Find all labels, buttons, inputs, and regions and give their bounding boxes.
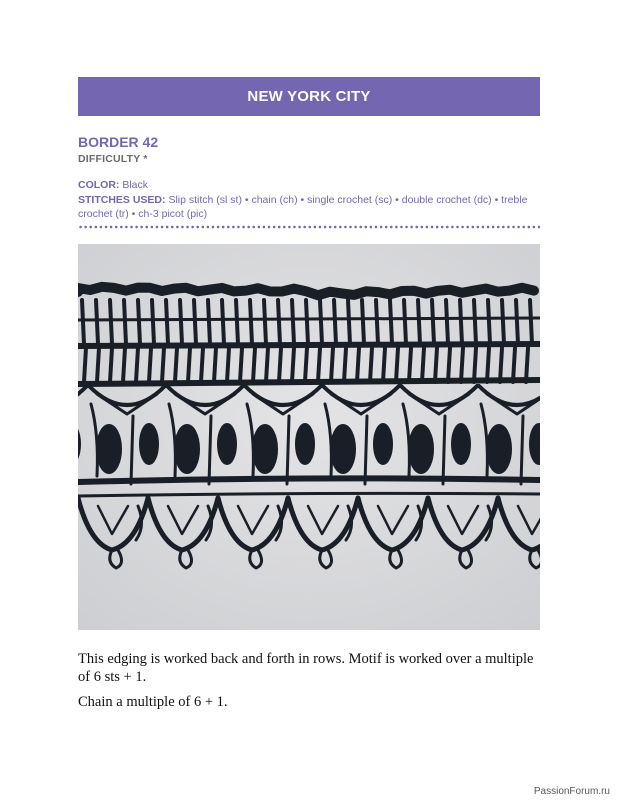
intro-paragraph: This edging is worked back and forth in rows. Motif is worked over a multiple of 6 sts + 1. bbox=[78, 651, 534, 685]
lace-stitch bbox=[266, 348, 268, 382]
lace-stitch bbox=[422, 348, 424, 382]
lace-stitch bbox=[331, 425, 355, 473]
lace-stitch bbox=[404, 300, 406, 344]
lace-stitch bbox=[487, 348, 489, 382]
lace-stitch bbox=[296, 424, 314, 464]
lace-stitch bbox=[357, 348, 359, 382]
lace-stitch bbox=[166, 300, 168, 344]
lace-stitch bbox=[287, 416, 289, 484]
lace-stitch bbox=[461, 348, 463, 382]
lace-illustration bbox=[78, 244, 540, 630]
lace-stitch bbox=[488, 300, 490, 344]
lace-stitch bbox=[140, 424, 158, 464]
lace-stitch bbox=[292, 300, 294, 344]
watermark-text: PassionForum.ru bbox=[533, 786, 610, 797]
lace-stitch bbox=[279, 348, 281, 382]
lace-stitch bbox=[110, 300, 112, 344]
lace-stitch bbox=[474, 300, 476, 344]
lace-stitch bbox=[500, 348, 502, 382]
lace-stitch bbox=[131, 416, 133, 484]
lace-stitch bbox=[460, 300, 462, 344]
color-label: COLOR: bbox=[78, 179, 120, 191]
lace-stitch bbox=[84, 348, 86, 382]
lace-stitch bbox=[526, 348, 528, 382]
chain-paragraph: Chain a multiple of 6 + 1. bbox=[78, 694, 228, 710]
lace-stitch bbox=[149, 348, 151, 382]
section-banner bbox=[78, 77, 540, 116]
lace-stitch bbox=[175, 425, 199, 473]
lace-stitch bbox=[264, 300, 266, 344]
lace-stitch bbox=[240, 348, 242, 382]
pattern-info bbox=[78, 134, 543, 222]
lace-stitch bbox=[175, 348, 177, 382]
lace-stitch bbox=[253, 425, 277, 473]
lace-stitch bbox=[123, 348, 125, 382]
lace-stitch bbox=[390, 300, 392, 344]
lace-stitch bbox=[306, 300, 308, 344]
lace-stitch bbox=[409, 348, 411, 382]
lace-stitch bbox=[180, 300, 182, 344]
lace-stitch bbox=[396, 348, 398, 382]
lace-stitch bbox=[209, 416, 211, 484]
lace-stitch bbox=[443, 416, 445, 484]
lace-stitch bbox=[214, 348, 216, 382]
lace-stitch bbox=[331, 348, 333, 382]
lace-stitch bbox=[474, 348, 476, 382]
difficulty-rating: DIFFICULTY * bbox=[78, 153, 148, 165]
lace-stitch bbox=[318, 348, 320, 382]
section-title: NEW YORK CITY bbox=[247, 88, 371, 105]
lace-stitch bbox=[278, 300, 280, 344]
lace-stitch bbox=[530, 300, 532, 344]
lace-stitch bbox=[250, 300, 252, 344]
lace-stitch bbox=[136, 348, 138, 382]
lace-stitch bbox=[78, 318, 540, 320]
lace-stitch bbox=[162, 348, 164, 382]
lace-stitch bbox=[432, 300, 434, 344]
lace-stitch bbox=[152, 300, 154, 344]
lace-stitch bbox=[208, 300, 210, 344]
color-line bbox=[78, 178, 543, 193]
pattern-title: BORDER 42 bbox=[78, 134, 159, 150]
lace-stitch bbox=[487, 425, 511, 473]
lace-stitch bbox=[348, 300, 350, 344]
instructions bbox=[78, 650, 548, 718]
lace-stitch bbox=[435, 348, 437, 382]
lace-stitch bbox=[78, 380, 540, 384]
lace-stitch bbox=[222, 300, 224, 344]
lace-stitch bbox=[305, 348, 307, 382]
lace-stitch bbox=[409, 425, 433, 473]
lace-stitch bbox=[188, 348, 190, 382]
lace-stitch bbox=[374, 424, 392, 464]
lace-stitch bbox=[253, 348, 255, 382]
stitches-label: STITCHES USED: bbox=[78, 193, 166, 206]
lace-stitch bbox=[97, 425, 121, 473]
lace-stitch bbox=[452, 424, 470, 464]
lace-stitch bbox=[362, 300, 364, 344]
lace-stitch bbox=[502, 300, 504, 344]
stitches-line bbox=[78, 193, 543, 222]
lace-stitch bbox=[96, 300, 98, 344]
lace-stitch bbox=[227, 348, 229, 382]
color-value: Black bbox=[122, 179, 149, 191]
lace-stitch bbox=[344, 348, 346, 382]
lace-stitch bbox=[448, 348, 450, 382]
lace-stitch bbox=[376, 300, 378, 344]
lace-stitch bbox=[418, 300, 420, 344]
lace-stitch bbox=[194, 300, 196, 344]
lace-stitch bbox=[513, 348, 515, 382]
lace-stitch bbox=[516, 300, 518, 344]
lace-stitch bbox=[138, 300, 140, 344]
crochet-border-photo bbox=[78, 244, 540, 630]
lace-stitch bbox=[334, 300, 336, 344]
lace-stitch bbox=[365, 416, 367, 484]
lace-stitch bbox=[292, 348, 294, 382]
lace-stitch bbox=[201, 348, 203, 382]
stitches-value: Slip stitch (sl st) • chain (ch) • single crochet (sc) • double crochet (dc) • treble crochet (tr) • ch-3 picot (pic) bbox=[78, 193, 528, 220]
lace-stitch bbox=[530, 424, 540, 464]
lace-stitch bbox=[78, 478, 540, 482]
lace-stitch bbox=[446, 300, 448, 344]
lace-stitch bbox=[218, 424, 236, 464]
lace-stitch bbox=[320, 300, 322, 344]
dotted-divider bbox=[78, 225, 540, 229]
lace-stitch bbox=[521, 416, 523, 484]
lace-stitch bbox=[97, 348, 99, 382]
lace-stitch bbox=[110, 348, 112, 382]
lace-stitch bbox=[383, 348, 385, 382]
lace-stitch bbox=[124, 300, 126, 344]
lace-stitch bbox=[236, 300, 238, 344]
lace-stitch bbox=[78, 344, 540, 346]
lace-stitch bbox=[82, 300, 84, 344]
lace-stitch bbox=[370, 348, 372, 382]
